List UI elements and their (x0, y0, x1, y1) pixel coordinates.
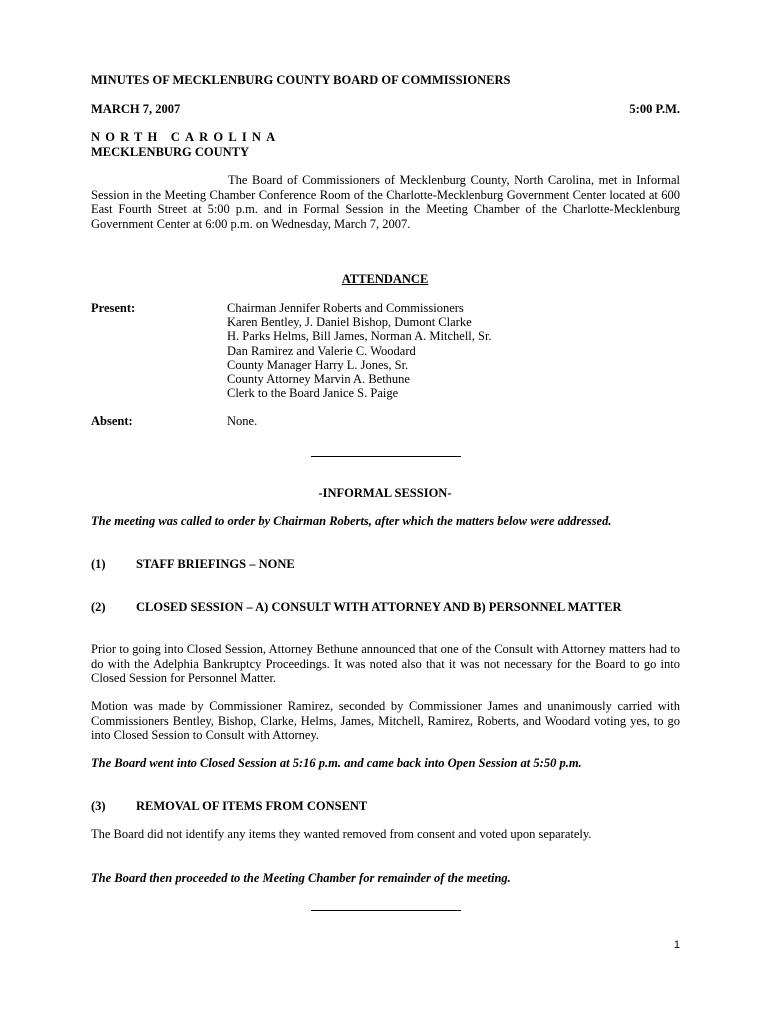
present-line: Dan Ramirez and Valerie C. Woodard (227, 343, 416, 358)
state-name: NORTH CAROLINA (91, 130, 281, 144)
item-number: (1) (91, 557, 106, 571)
item-heading-closed-session: CLOSED SESSION – A) CONSULT WITH ATTORNEY AND B) PERSONNEL MATTER (136, 600, 622, 614)
meeting-date: MARCH 7, 2007 (91, 102, 181, 116)
called-to-order-text: The meeting was called to order by Chairman Roberts, after which the matters below were addressed. (91, 514, 612, 528)
proceeded-note: The Board then proceeded to the Meeting Chamber for remainder of the meeting. (91, 871, 511, 885)
intro-paragraph: The Board of Commissioners of Mecklenburg County, North Carolina, met in Informal Session in the Meeting Chamber Conference Room of the Charlotte-Mecklenburg Government Center located at 600 East Fourth Street at 5:00 p.m. and in Formal Session in the Meeting Chamber of the Charlotte-Mecklenburg Government Center at 6:00 p.m. on Wednesday, March 7, 2007. (91, 173, 680, 231)
present-line: Chairman Jennifer Roberts and Commissioners (227, 301, 464, 315)
item-heading-staff-briefings: STAFF BRIEFINGS – NONE (136, 557, 295, 571)
motion-paragraph: Motion was made by Commissioner Ramirez, seconded by Commissioner James and unanimously carried with Commissioners Bentley, Bishop, Clarke, Helms, James, Mitchell, Ramirez, Roberts, and Woodard voting yes, to go into Closed Session to Consult with Attorney. (91, 699, 680, 742)
present-line: H. Parks Helms, Bill James, Norman A. Mitchell, Sr. (227, 329, 492, 344)
item-number: (3) (91, 799, 106, 813)
present-line: Karen Bentley, J. Daniel Bishop, Dumont Clarke (227, 315, 472, 330)
document-title: MINUTES OF MECKLENBURG COUNTY BOARD OF COMMISSIONERS (91, 73, 511, 87)
present-line: County Manager Harry L. Jones, Sr. (227, 357, 409, 372)
consent-paragraph: The Board did not identify any items they wanted removed from consent and voted upon separately. (91, 827, 592, 841)
present-label: Present: (91, 301, 136, 315)
item-number: (2) (91, 600, 106, 614)
separator-line (311, 910, 461, 911)
closed-session-paragraph: Prior to going into Closed Session, Attorney Bethune announced that one of the Consult with Attorney matters had to do with the Adelphia Bankruptcy Proceedings. It was noted also that it was not necessary for the Board to go into Closed Session for Personnel Matter. (91, 642, 680, 685)
attendance-heading: ATTENDANCE (341, 272, 429, 286)
separator-line (311, 456, 461, 457)
meeting-time: 5:00 P.M. (629, 102, 680, 116)
present-line: County Attorney Marvin A. Bethune (227, 372, 410, 387)
absent-label: Absent: (91, 414, 133, 428)
county-name: MECKLENBURG COUNTY (91, 145, 249, 159)
present-list (227, 301, 492, 400)
page-number: 1 (673, 939, 680, 951)
present-line: Clerk to the Board Janice S. Paige (227, 386, 399, 401)
item-heading-removal-from-consent: REMOVAL OF ITEMS FROM CONSENT (136, 799, 368, 813)
informal-session-heading: -INFORMAL SESSION- (318, 486, 452, 500)
absent-value: None. (227, 414, 258, 428)
closed-session-note: The Board went into Closed Session at 5:16 p.m. and came back into Open Session at 5:50 p.m. (91, 756, 582, 770)
